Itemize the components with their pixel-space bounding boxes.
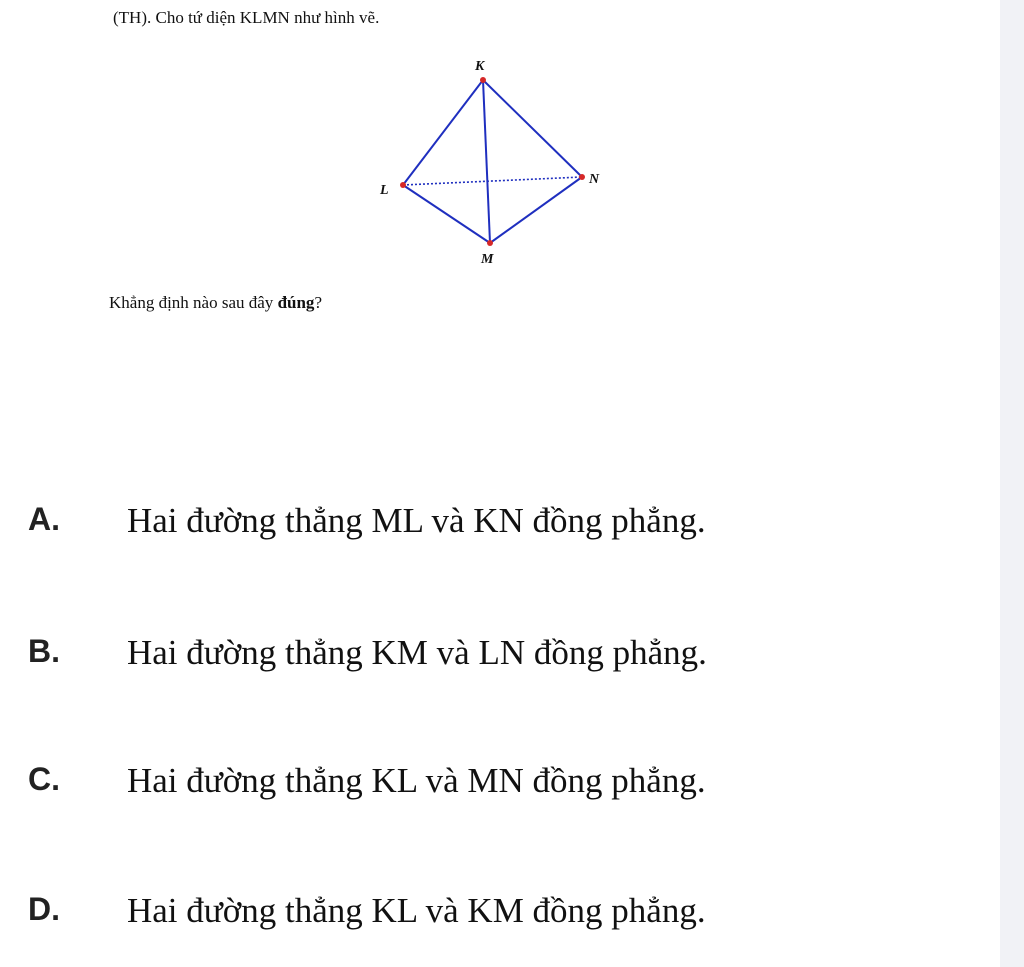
prompt-text: Khẳng định nào sau đây [109,293,278,312]
edge-KL [403,80,483,185]
vertex-M [487,240,493,246]
prompt-end: ? [314,293,322,312]
label-K: K [475,59,485,74]
vertex-N [579,174,585,180]
label-N: N [589,172,600,187]
edge-LN [403,177,582,185]
option-text: Hai đường thẳng KL và MN đồng phẳng. [127,761,706,800]
option-letter: A. [28,501,60,537]
label-M: M [481,252,494,267]
vertex-L [400,182,406,188]
question-prompt [109,293,322,313]
scrollbar-track[interactable] [1000,0,1024,967]
edge-NM [490,177,582,243]
prompt-bold-word: đúng [277,293,315,312]
option-letter: B. [28,633,60,669]
option-letter: C. [28,761,60,797]
option-text: Hai đường thẳng KL và KM đồng phẳng. [127,891,706,930]
tetrahedron-figure [360,50,620,280]
vertex-K [480,77,486,83]
edge-KM [483,80,490,243]
answer-option-b[interactable] [0,631,1000,691]
edge-LM [403,185,490,243]
option-text: Hai đường thẳng KM và LN đồng phẳng. [127,633,707,672]
question-intro: (TH). Cho tứ diện KLMN như hình vẽ. [113,8,380,27]
answer-option-c[interactable] [0,759,1000,819]
edge-KN [483,80,582,177]
label-L: L [380,183,389,198]
option-text: Hai đường thẳng ML và KN đồng phẳng. [127,501,706,540]
tetrahedron-svg [360,50,620,280]
answer-option-d[interactable] [0,889,1000,949]
answer-option-a[interactable] [0,499,1000,559]
option-letter: D. [28,891,60,927]
